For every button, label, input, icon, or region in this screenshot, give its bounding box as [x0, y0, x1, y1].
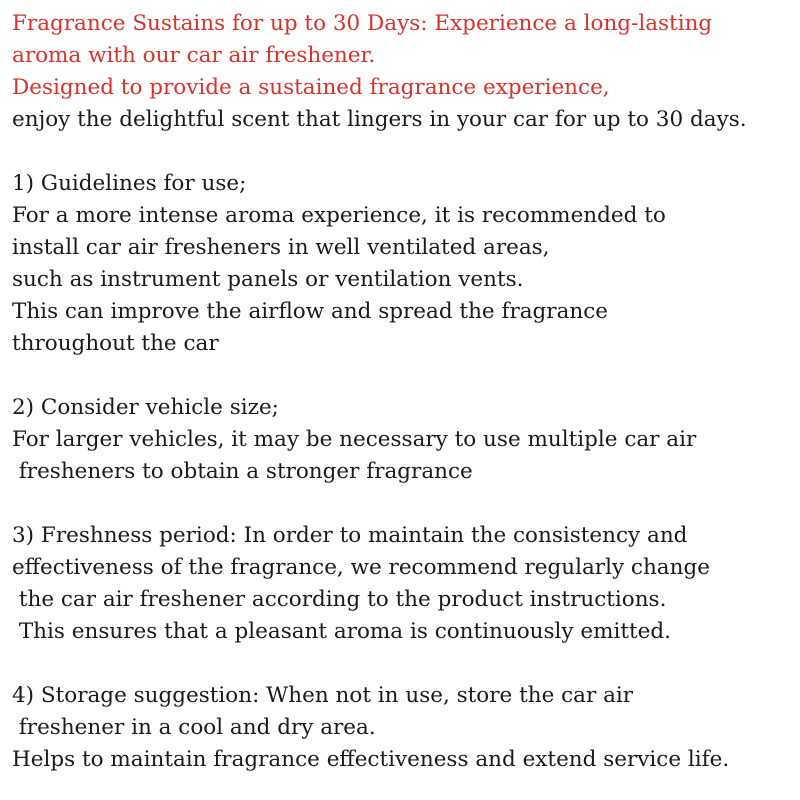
header-line: Designed to provide a sustained fragrance experience,: [12, 75, 610, 100]
spacer: [12, 488, 792, 520]
section-heading: 2) Consider vehicle size;: [12, 395, 279, 420]
section-text: For larger vehicles, it may be necessary to use multiple car air: [12, 427, 697, 452]
section-text: the car air freshener according to the product instructions.: [12, 587, 667, 612]
section-heading: 4) Storage suggestion: When not in use, store the car air: [12, 683, 634, 708]
section-text: For a more intense aroma experience, it is recommended to: [12, 203, 666, 228]
section-guidelines: [12, 168, 792, 360]
section-storage-suggestion: [12, 680, 792, 776]
section-text: This can improve the airflow and spread the fragrance: [12, 299, 609, 324]
section-text: freshener in a cool and dry area.: [12, 715, 376, 740]
section-text: Helps to maintain fragrance effectiveness and extend service life.: [12, 747, 730, 772]
section-text: fresheners to obtain a stronger fragrance: [12, 459, 473, 484]
highlight-header: [12, 8, 792, 136]
section-text: effectiveness of the fragrance, we recommend regularly change: [12, 555, 710, 580]
header-line: enjoy the delightful scent that lingers in your car for up to 30 days.: [12, 107, 747, 132]
section-text: install car air fresheners in well ventilated areas,: [12, 235, 550, 260]
section-text: throughout the car: [12, 331, 219, 356]
product-description-document: [12, 8, 792, 776]
section-vehicle-size: [12, 392, 792, 488]
section-text: such as instrument panels or ventilation vents.: [12, 267, 524, 292]
section-freshness-period: [12, 520, 792, 648]
section-heading: 3) Freshness period: In order to maintain the consistency and: [12, 523, 688, 548]
header-line: Fragrance Sustains for up to 30 Days: Experience a long-lasting: [12, 11, 713, 36]
spacer: [12, 648, 792, 680]
section-heading: 1) Guidelines for use;: [12, 171, 247, 196]
header-line: aroma with our car air freshener.: [12, 43, 376, 68]
spacer: [12, 360, 792, 392]
section-text: This ensures that a pleasant aroma is continuously emitted.: [12, 619, 672, 644]
spacer: [12, 136, 792, 168]
